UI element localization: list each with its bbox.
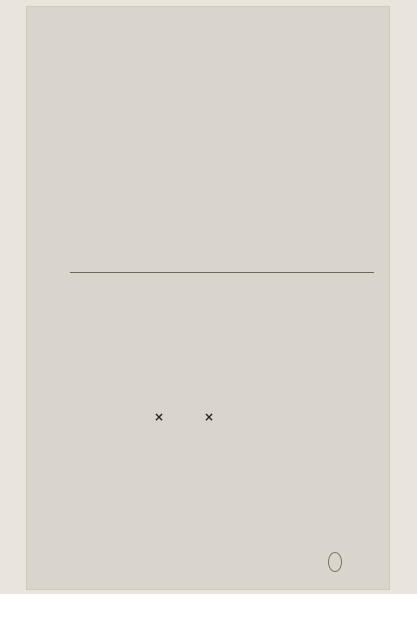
section-separator: [154, 410, 214, 430]
document-page: [26, 6, 390, 590]
running-head: [32, 46, 62, 176]
continued-text-block: [74, 42, 374, 260]
page-stamp-mark: [328, 552, 342, 572]
section-divider: [70, 272, 374, 273]
article-author: [312, 398, 336, 498]
image-caption: [0, 594, 417, 640]
article-title: [338, 298, 366, 408]
separator-mark: ×: [154, 410, 165, 424]
separator-mark: ×: [203, 410, 214, 424]
page-number: [344, 546, 368, 576]
